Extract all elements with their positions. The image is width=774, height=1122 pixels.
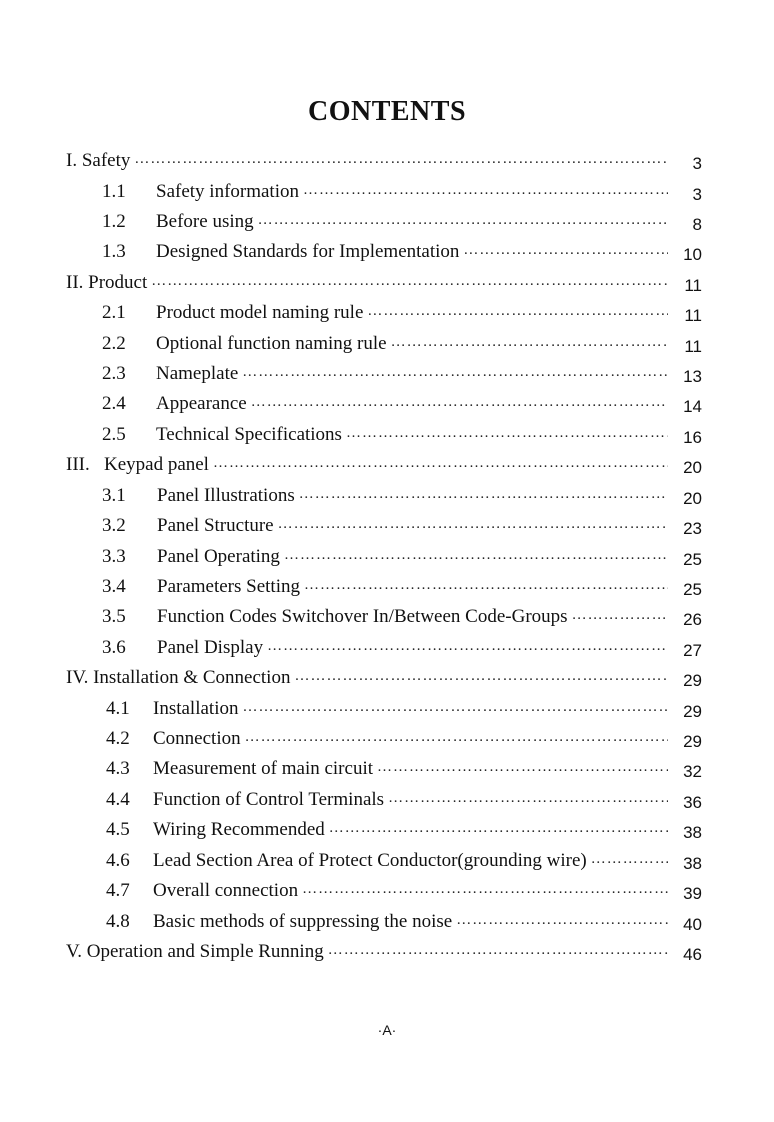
toc-page-number: 38	[683, 823, 702, 842]
toc-label: IV. Installation & Connection	[66, 667, 291, 688]
toc-label: Basic methods of suppressing the noise	[153, 911, 453, 932]
toc-label: I. Safety	[66, 150, 131, 171]
toc-page-number: 36	[683, 793, 702, 812]
toc-label: II. Product	[66, 272, 148, 293]
toc-section-number: 1.2	[102, 211, 126, 232]
toc-section-number: 2.1	[102, 302, 126, 323]
toc-section-number: 4.8	[106, 911, 130, 932]
toc-entry-installation-connection[interactable]	[66, 663, 702, 689]
toc-label: Measurement of main circuit	[153, 758, 374, 779]
dot-leader	[346, 422, 668, 444]
toc-page-number: 14	[683, 397, 702, 416]
dot-leader	[278, 513, 668, 535]
toc-label: Designed Standards for Implementation	[156, 241, 460, 262]
toc-label: Panel Structure	[157, 515, 274, 536]
toc-label: Overall connection	[153, 880, 299, 901]
dot-leader	[463, 239, 668, 261]
toc-section-number: 3.1	[102, 485, 126, 506]
toc-entry-3-4[interactable]	[102, 572, 702, 598]
toc-entry-3-5[interactable]	[102, 602, 702, 628]
toc-label: Panel Operating	[157, 546, 280, 567]
toc-entry-2-1[interactable]	[102, 298, 702, 324]
toc-page-number: 16	[683, 428, 702, 447]
toc-label: Before using	[156, 211, 254, 232]
toc-page-number: 11	[684, 306, 702, 325]
toc-section-number: 2.3	[102, 363, 126, 384]
dot-leader	[258, 209, 668, 231]
toc-entry-safety[interactable]	[66, 146, 702, 172]
toc-entry-3-3[interactable]	[102, 542, 702, 568]
dot-leader	[242, 696, 668, 718]
toc-page-number: 10	[683, 245, 702, 264]
dot-leader	[456, 909, 668, 931]
toc-label: Appearance	[156, 393, 247, 414]
toc-section-number: 1.1	[102, 181, 126, 202]
toc-section-number: 4.2	[106, 728, 130, 749]
dot-leader	[328, 939, 668, 961]
toc-label: Wiring Recommended	[153, 819, 325, 840]
toc-label: Parameters Setting	[157, 576, 300, 597]
dot-leader	[303, 179, 668, 201]
toc-entry-4-4[interactable]	[106, 785, 702, 811]
toc-page-number: 25	[683, 550, 702, 569]
toc-entry-4-6[interactable]	[106, 846, 702, 872]
toc-label: Panel Display	[157, 637, 264, 658]
toc-page-number: 8	[692, 215, 702, 234]
toc-section-number: 2.5	[102, 424, 126, 445]
toc-label: Connection	[153, 728, 241, 749]
toc-page-number: 23	[683, 519, 702, 538]
toc-label: Function Codes Switchover In/Between Code-Groups	[157, 606, 568, 627]
toc-label: Nameplate	[156, 363, 239, 384]
page-title: CONTENTS	[307, 96, 467, 127]
toc-label: Function of Control Terminals	[153, 789, 385, 810]
toc-page-number: 13	[683, 367, 702, 386]
toc-label: Panel Illustrations	[157, 485, 295, 506]
dot-leader	[572, 604, 668, 626]
toc-page-number: 27	[683, 641, 702, 660]
toc-entry-3-1[interactable]	[102, 481, 702, 507]
toc-page-number: 20	[683, 458, 702, 477]
toc-entry-4-2[interactable]	[106, 724, 702, 750]
toc-page-number: 46	[683, 945, 702, 964]
dot-leader	[213, 452, 668, 474]
toc-page-number: 25	[683, 580, 702, 599]
toc-page-number: 32	[683, 762, 702, 781]
toc-entry-1-2[interactable]	[102, 207, 702, 233]
toc-entry-4-7[interactable]	[106, 876, 702, 902]
toc-page-number: 29	[683, 702, 702, 721]
toc-page-number: 11	[684, 276, 702, 295]
dot-leader	[304, 574, 668, 596]
dot-leader	[134, 148, 668, 170]
toc-label: Optional function naming rule	[156, 333, 387, 354]
toc-page-number: 29	[683, 671, 702, 690]
toc-entry-keypad-panel[interactable]	[66, 450, 702, 476]
toc-label: Technical Specifications	[156, 424, 342, 445]
dot-leader	[377, 756, 668, 778]
toc-page-number: 11	[684, 337, 702, 356]
toc-section-number: 3.5	[102, 606, 126, 627]
dot-leader	[251, 391, 668, 413]
toc-entry-1-1[interactable]	[102, 177, 702, 203]
toc-section-number: 4.1	[106, 698, 130, 719]
toc-page-number: 20	[683, 489, 702, 508]
toc-section-number: 1.3	[102, 241, 126, 262]
dot-leader	[245, 726, 668, 748]
dot-leader	[591, 848, 668, 870]
toc-page-number: 40	[683, 915, 702, 934]
toc-section-number: 3.2	[102, 515, 126, 536]
dot-leader	[299, 483, 668, 505]
dot-leader	[294, 665, 668, 687]
toc-label: Lead Section Area of Protect Conductor(grounding wire)	[153, 850, 587, 871]
toc-section-number: 4.5	[106, 819, 130, 840]
toc-entry-2-4[interactable]	[102, 389, 702, 415]
toc-entry-3-2[interactable]	[102, 511, 702, 537]
toc-section-number: 4.7	[106, 880, 130, 901]
toc-section-number: 4.4	[106, 789, 130, 810]
dot-leader	[388, 787, 668, 809]
toc-entry-4-1[interactable]	[106, 694, 702, 720]
toc-page-number: 38	[683, 854, 702, 873]
toc-entry-1-3[interactable]	[102, 237, 702, 263]
dot-leader	[391, 331, 668, 353]
toc-entry-product[interactable]	[66, 268, 702, 294]
toc-entry-2-3[interactable]	[102, 359, 702, 385]
toc-label: Safety information	[156, 181, 299, 202]
toc-section-number: 2.4	[102, 393, 126, 414]
toc-label: Product model naming rule	[156, 302, 364, 323]
toc-page-number: 39	[683, 884, 702, 903]
toc-page-number: 26	[683, 610, 702, 629]
toc-section-number: 3.4	[102, 576, 126, 597]
toc-entry-operation-running[interactable]	[66, 937, 702, 963]
toc-label: V. Operation and Simple Running	[66, 941, 324, 962]
toc-entry-2-5[interactable]	[102, 420, 702, 446]
toc-label: Installation	[153, 698, 239, 719]
dot-leader	[302, 878, 668, 900]
toc-section-number: 3.6	[102, 637, 126, 658]
toc-entry-4-8[interactable]	[106, 907, 702, 933]
dot-leader	[284, 544, 668, 566]
toc-section-number: 4.6	[106, 850, 130, 871]
dot-leader	[329, 817, 668, 839]
page-footer-number: ·A·	[377, 1022, 397, 1038]
dot-leader	[242, 361, 668, 383]
toc-entry-3-6[interactable]	[102, 633, 702, 659]
toc-entry-2-2[interactable]	[102, 329, 702, 355]
toc-page-number: 29	[683, 732, 702, 751]
toc-page-number: 3	[692, 154, 702, 173]
dot-leader	[367, 300, 668, 322]
toc-label: III. Keypad panel	[66, 454, 209, 475]
dot-leader	[151, 270, 668, 292]
toc-page-number: 3	[692, 185, 702, 204]
toc-section-number: 3.3	[102, 546, 126, 567]
toc-entry-4-5[interactable]	[106, 815, 702, 841]
dot-leader	[267, 635, 668, 657]
toc-section-number: 4.3	[106, 758, 130, 779]
toc-entry-4-3[interactable]	[106, 754, 702, 780]
toc-section-number: 2.2	[102, 333, 126, 354]
